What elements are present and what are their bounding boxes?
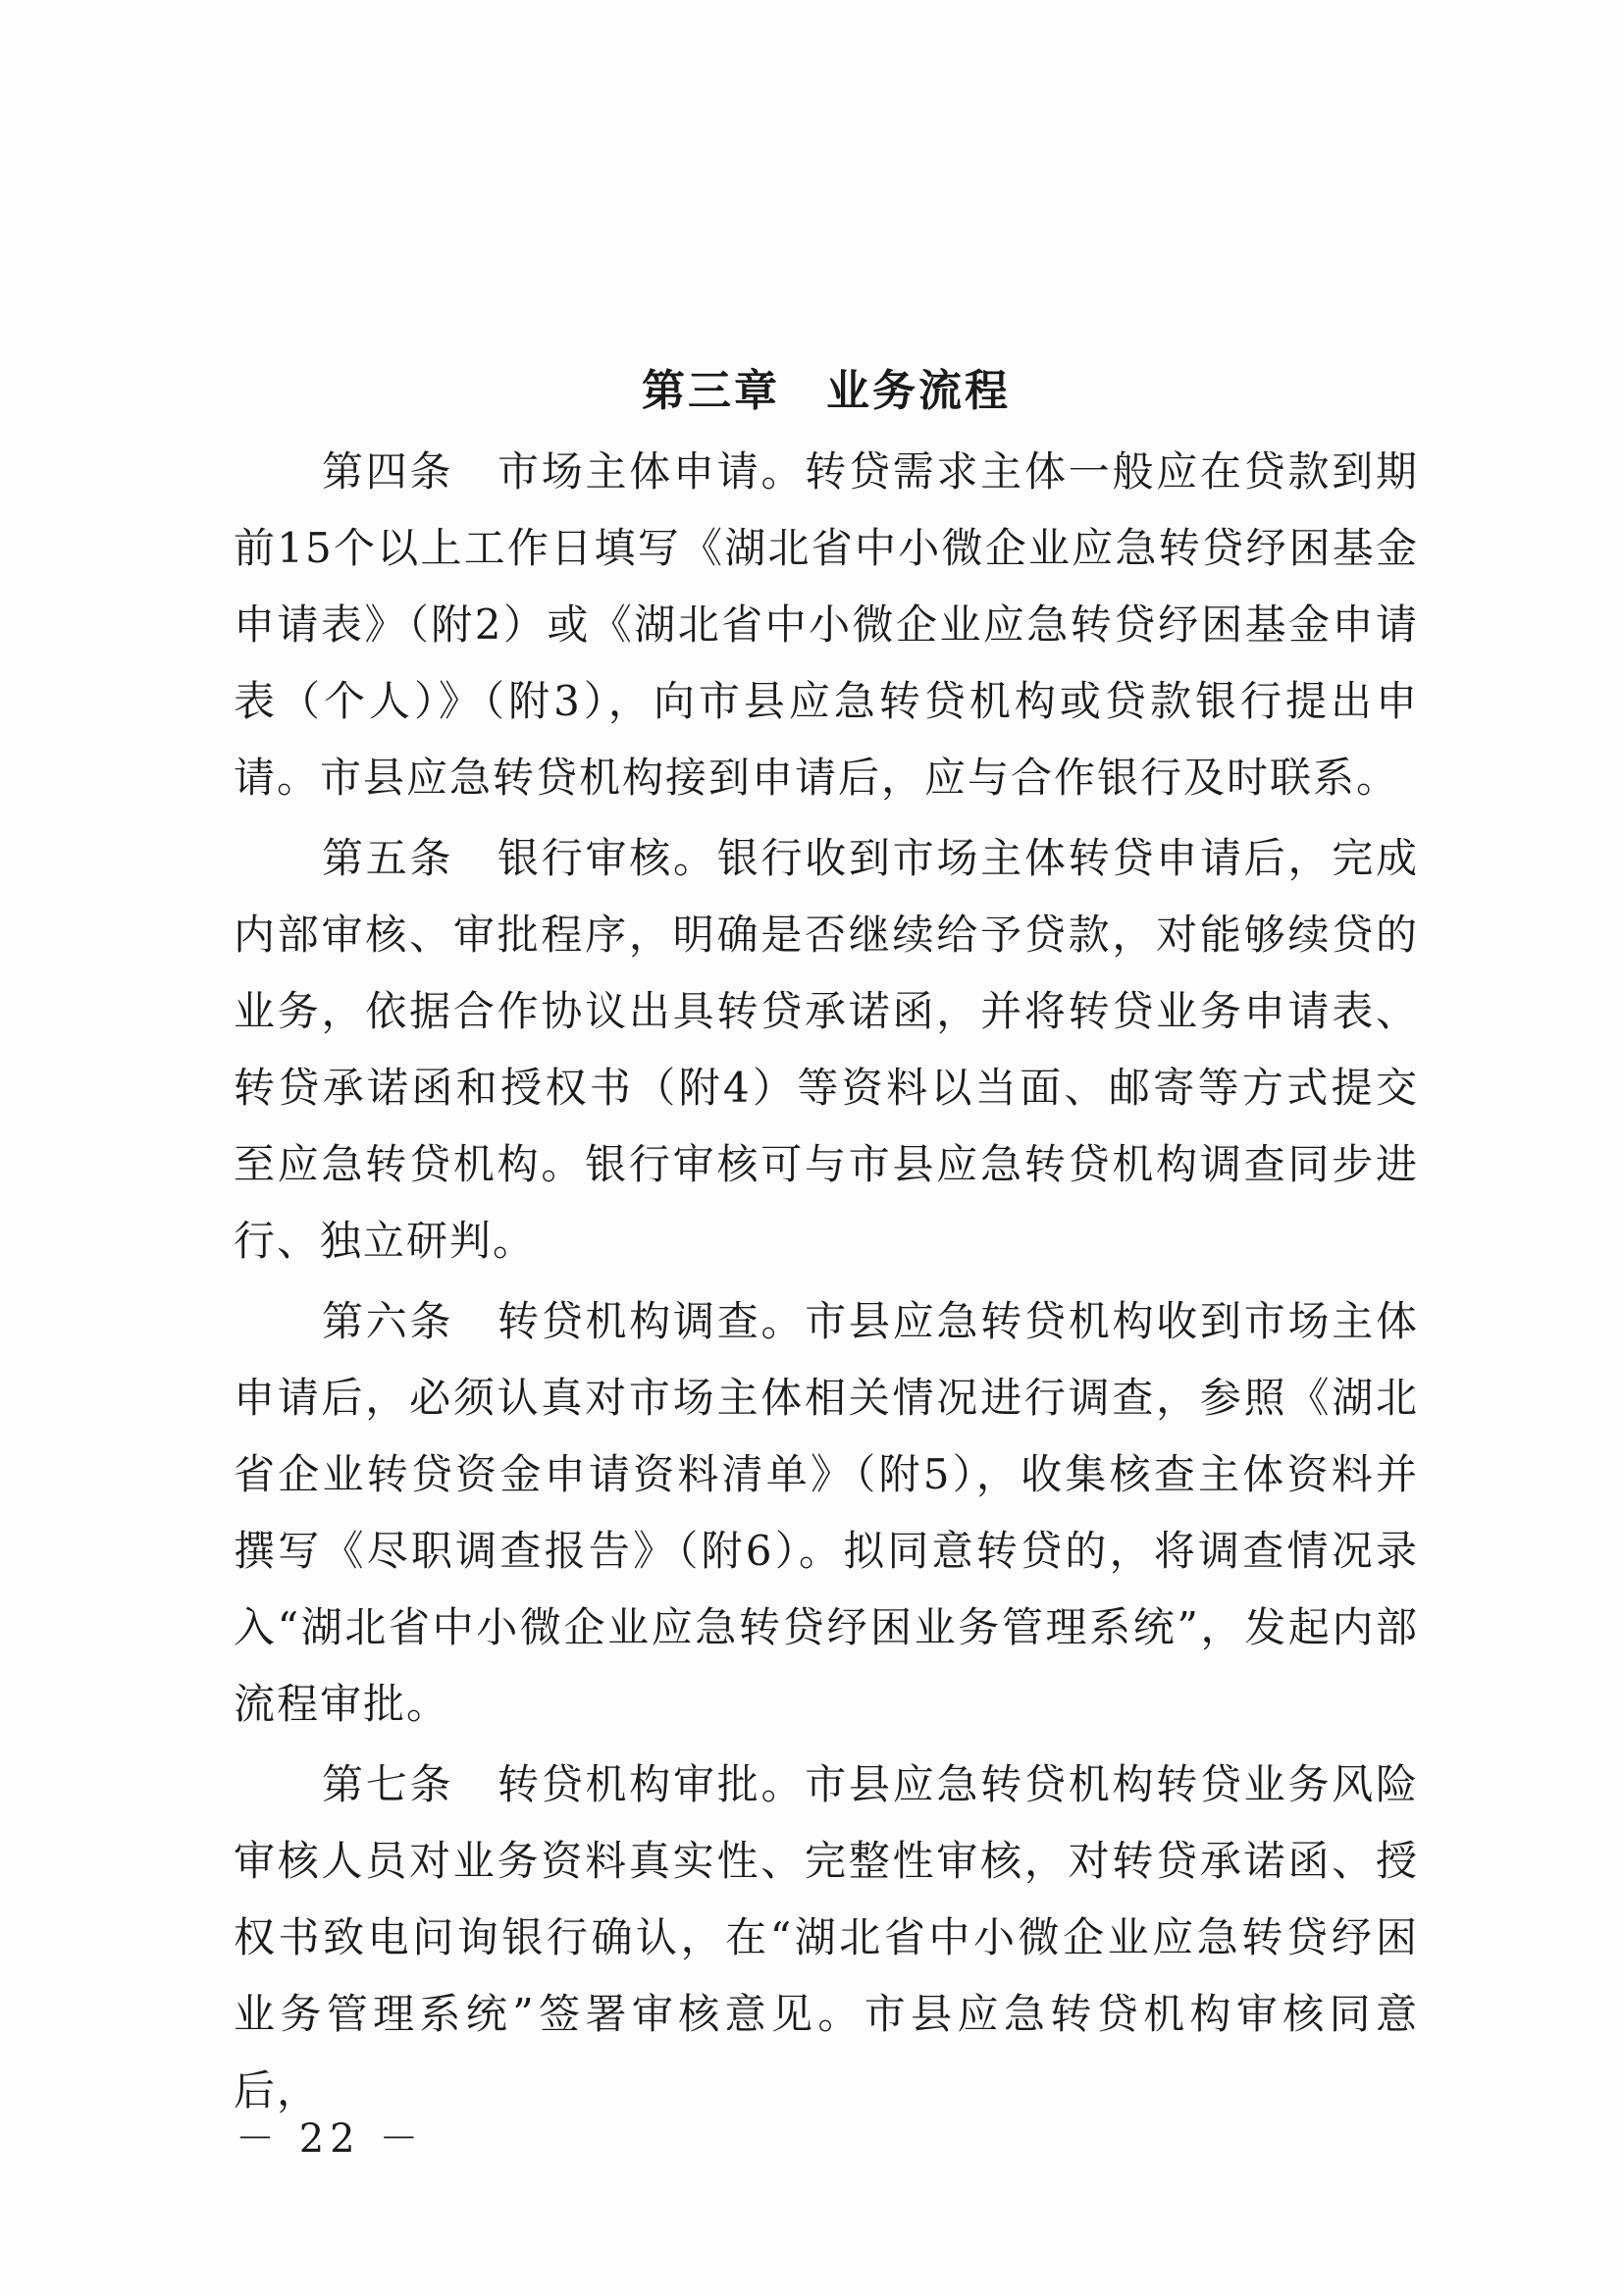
article-5: 第五条 银行审核。银行收到市场主体转贷申请后，完成内部审核、审批程序，明确是否继续给予贷款，对能够续贷的业务，依据合作协议出具转贷承诺函，并将转贷业务申请表、转贷承诺函和授权书（附4）等资料以当面、邮寄等方式提交至应急转贷机构。银行审核可与市县应急转贷机构调查同步进行、独立研判。: [234, 834, 1419, 1265]
page-number: － 22 －: [236, 2116, 425, 2162]
article-7: 第七条 转贷机构审批。市县应急转贷机构转贷业务风险审核人员对业务资料真实性、完整性审核，对转贷承诺函、授权书致电问询银行确认，在“湖北省中小微企业应急转贷纾困业务管理系统”签署审核意见。市县应急转贷机构审核同意后，: [234, 1760, 1419, 2114]
chapter-title: 第三章 业务流程: [642, 366, 1011, 416]
document-body: [234, 353, 1419, 2129]
article-6: 第六条 转贷机构调查。市县应急转贷机构收到市场主体申请后，必须认真对市场主体相关情况进行调查，参照《湖北省企业转贷资金申请资料清单》（附5），收集核查主体资料并撰写《尽职调查报告》（附6）。拟同意转贷的，将调查情况录入“湖北省中小微企业应急转贷纾困业务管理系统”，发起内部流程审批。: [234, 1297, 1419, 1728]
article-4: 第四条 市场主体申请。转贷需求主体一般应在贷款到期前15个以上工作日填写《湖北省中小微企业应急转贷纾困基金申请表》（附2）或《湖北省中小微企业应急转贷纾困基金申请表（个人）》（附3），向市县应急转贷机构或贷款银行提出申请。市县应急转贷机构接到申请后，应与合作银行及时联系。: [234, 447, 1419, 802]
